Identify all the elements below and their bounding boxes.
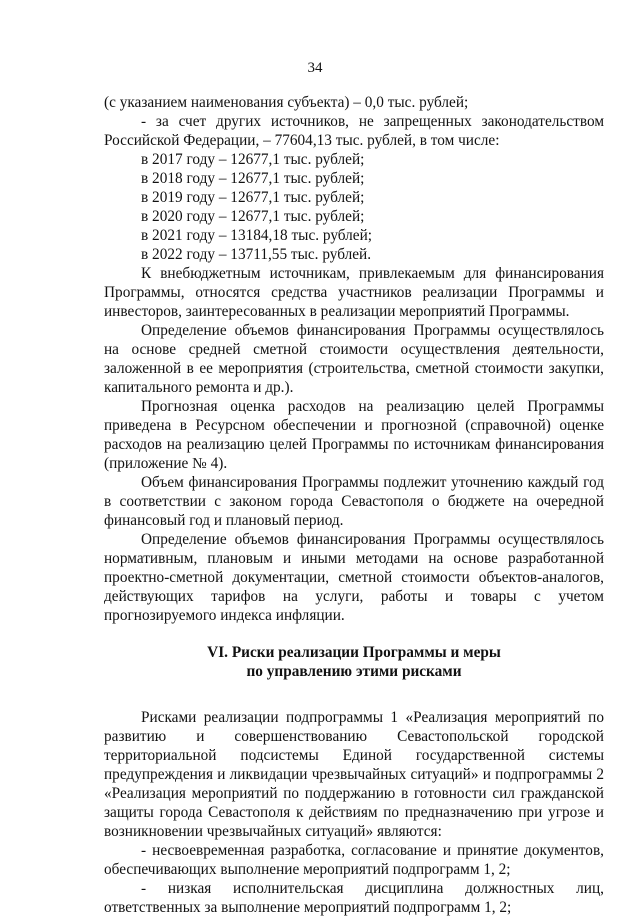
section-heading (104, 643, 604, 681)
paragraph: К внебюджетным источникам, привлекаемым для финансирования Программы, относятся средства участников реализации Программы и инвесторов, заинтересованных в реализации мероприятий Программы. (104, 265, 604, 320)
section-heading-line: по управлению этими рисками (246, 663, 462, 680)
paragraph: Прогнозная оценка расходов на реализацию целей Программы приведена в Ресурсном обеспечении и прогнозной (справочной) оценке расходов на реализацию целей Программы по источникам финансирования (приложение № 4). (104, 398, 604, 472)
paragraph: Рисками реализации подпрограммы 1 «Реализация мероприятий по развитию и совершенствованию Севастопольской городской территориальной подсистемы Единой государственной системы предупреждения и ликвидации чрезвычайных ситуаций» и подпрограммы 2 «Реализация мероприятий по поддержанию в готовности сил гражданской защиты города Севастополя к действиям по предназначению при угрозе и возникновении чрезвычайных ситуаций» являются: (104, 709, 604, 840)
paragraph: (с указанием наименования субъекта) – 0,0 тыс. рублей; (104, 94, 469, 111)
funding-by-year-list (104, 150, 604, 264)
list-item: в 2017 году – 12677,1 тыс. рублей; (141, 151, 365, 168)
paragraph: Определение объемов финансирования Программы осуществлялось на основе средней сметной стоимости осуществления деятельности, заложенной в ее мероприятия (строительства, сметной стоимости закупки, капитального ремонта и др.). (104, 322, 604, 396)
list-item: в 2020 году – 12677,1 тыс. рублей; (141, 208, 365, 225)
list-item: в 2019 году – 12677,1 тыс. рублей; (141, 189, 365, 206)
list-item: в 2018 году – 12677,1 тыс. рублей; (141, 170, 365, 187)
paragraph: Определение объемов финансирования Программы осуществлялось нормативным, плановым и иными методами на основе разработанной проектно-сметной документации, сметной стоимости объектов-аналогов, действующих тарифов на услуги, работы и товары с учетом прогнозируемого индекса инфляции. (104, 531, 604, 624)
paragraph: - низкая исполнительская дисциплина должностных лиц, ответственных за выполнение мероприятий подпрограмм 1, 2; (104, 880, 604, 916)
spacer (104, 681, 604, 708)
paragraph: - за счет других источников, не запрещенных законодательством Российской Федерации, – 77604,13 тыс. рублей, в том числе: (104, 113, 604, 149)
document-body (104, 93, 604, 917)
paragraph: Объем финансирования Программы подлежит уточнению каждый год в соответствии с законом города Севастополя о бюджете на очередной финансовый год и плановый период. (104, 474, 604, 529)
section-heading-line: VI. Риски реализации Программы и меры (207, 644, 501, 661)
list-item: в 2022 году – 13711,55 тыс. рублей. (141, 246, 372, 263)
list-item: в 2021 году – 13184,18 тыс. рублей; (141, 227, 373, 244)
paragraph: - несвоевременная разработка, согласование и принятие документов, обеспечивающих выполнение мероприятий подпрограмм 1, 2; (104, 842, 604, 878)
page-number: 34 (307, 60, 323, 76)
